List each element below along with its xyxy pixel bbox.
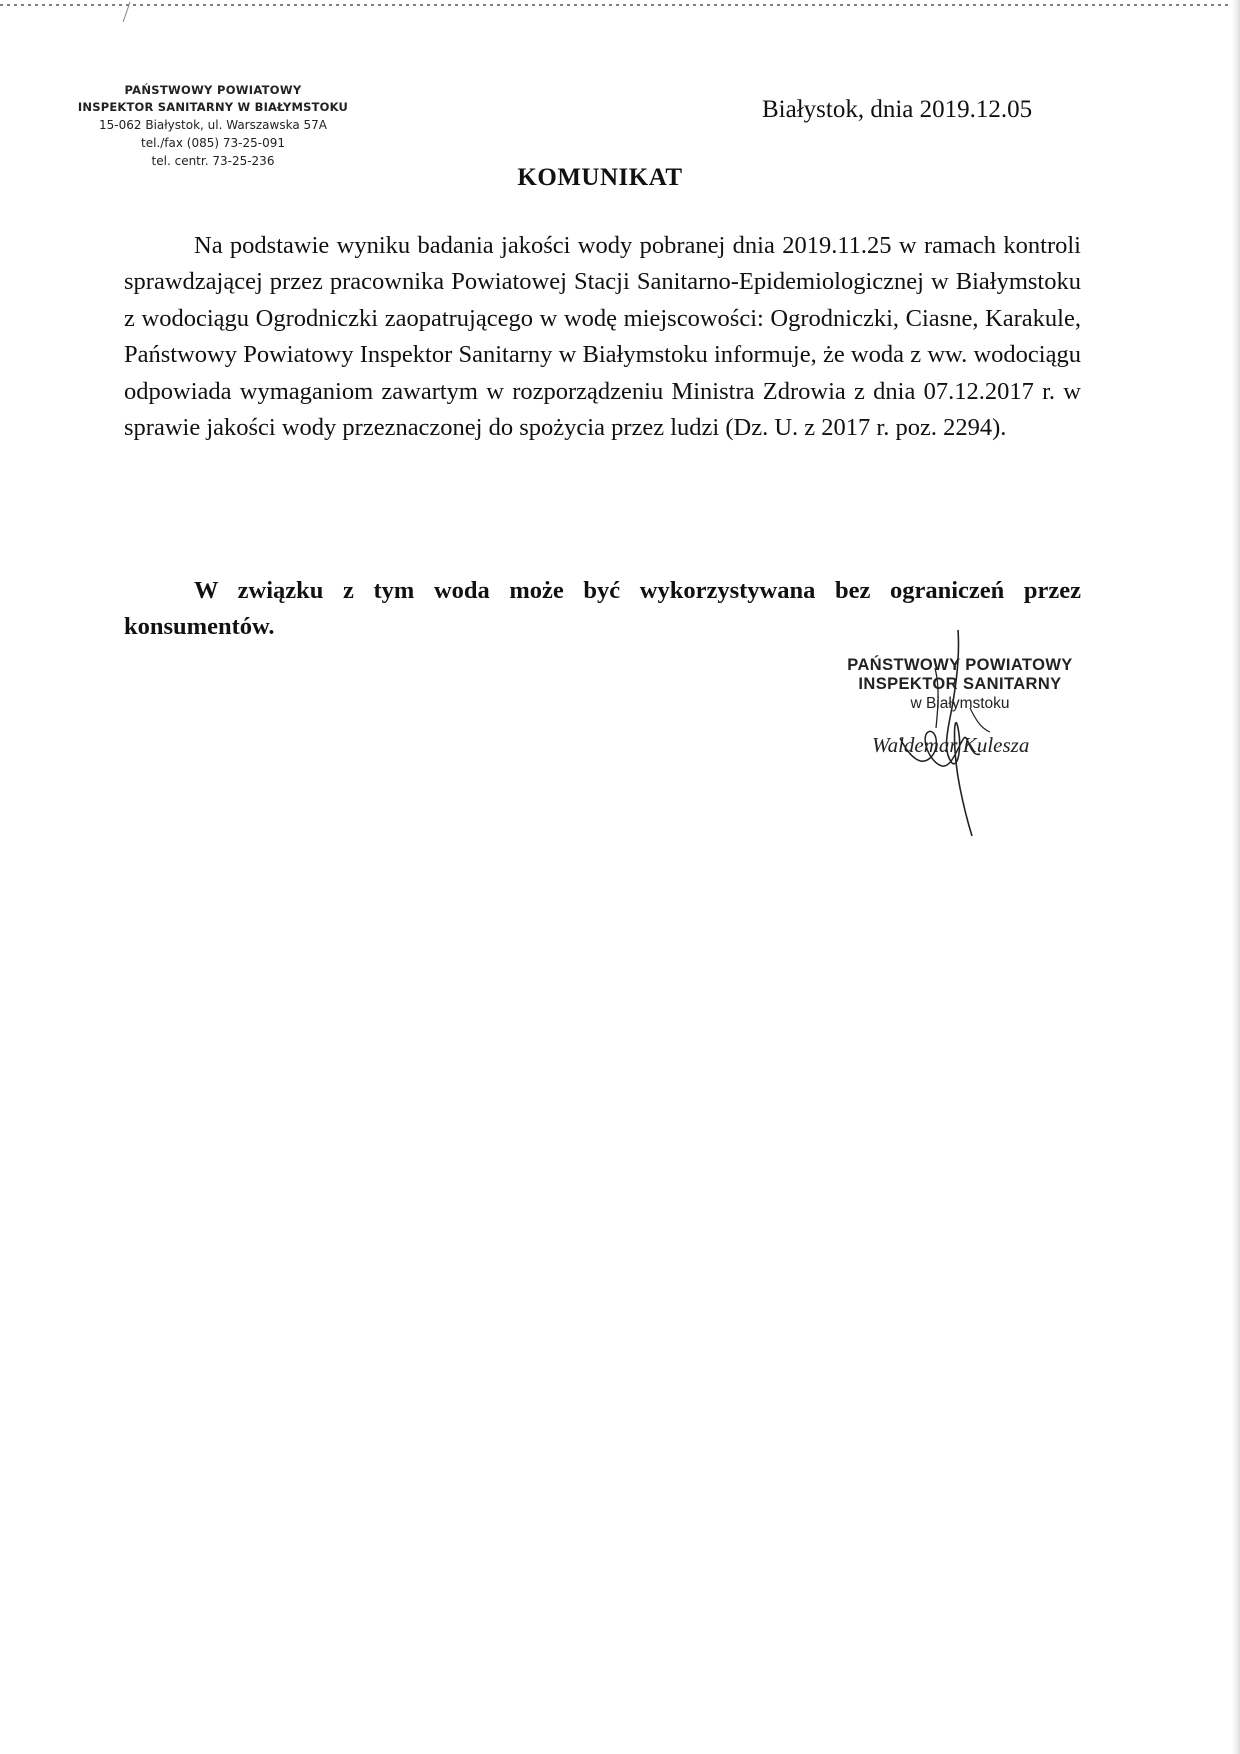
scan-edge	[1232, 0, 1240, 1754]
body-paragraph	[124, 228, 1081, 446]
stamp-phone: tel./fax (085) 73-25-091	[141, 136, 285, 150]
stamp-phone-central: tel. centr. 73-25-236	[151, 154, 275, 168]
document-date: Białystok, dnia 2019.12.05	[762, 96, 1033, 123]
body-text: Na podstawie wyniku badania jakości wody pobranej dnia 2019.11.25 w ramach kontroli sprawdzającej przez pracownika Powiatowej Stacji Sanitarno-Epidemiologicznej w Białymstoku z wodociągu Ogrodniczki zaopatrującego w wodę miejscowości: Ogrodniczki, Ciasne, Karakule, Państwowy Powiatowy Inspektor Sanitarny w Białymstoku informuje, że woda z ww. wodociągu odpowiada wymaganiom zawartym w rozporządzeniu Ministra Zdrowia z dnia 07.12.2017 r. w sprawie jakości wody przeznaczonej do spożycia przez ludzi (Dz. U. z 2017 r. poz. 2294).	[124, 232, 1081, 442]
stamp-address: 15-062 Białystok, ul. Warszawska 57A	[99, 118, 327, 132]
header-stamp	[68, 82, 358, 170]
handwritten-signature	[840, 628, 1040, 838]
signature-stamp-line: INSPEKTOR SANITARNY	[858, 675, 1062, 693]
signatory-name: Waldemar Kulesza	[872, 733, 1030, 757]
stamp-line: INSPEKTOR SANITARNY W BIAŁYMSTOKU	[77, 100, 349, 114]
scan-artifact	[0, 0, 1240, 22]
conclusion-text: W związku z tym woda może być wykorzystywana bez ograniczeń przez konsumentów.	[124, 577, 1081, 641]
signature-stamp-line: PAŃSTWOWY POWIATOWY	[847, 656, 1073, 674]
document-title: KOMUNIKAT	[517, 164, 683, 191]
stamp-line: PAŃSTWOWY POWIATOWY	[124, 83, 302, 97]
signature-stamp-line: w Białymstoku	[910, 695, 1010, 712]
